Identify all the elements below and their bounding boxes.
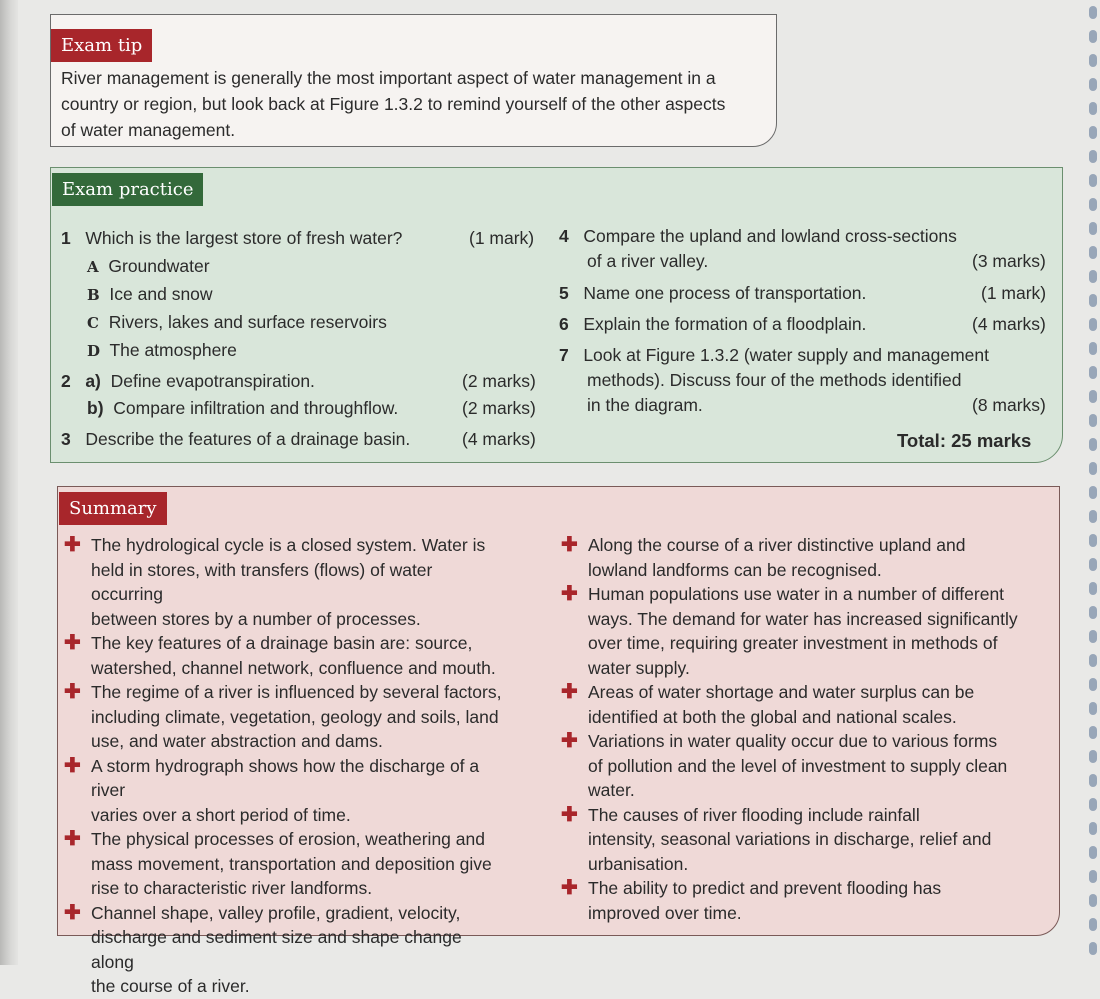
question-5-marks: (1 mark) [981, 283, 1047, 303]
binding-ring [1089, 30, 1097, 43]
plus-bullet-icon: ✚ [64, 534, 81, 556]
plus-bullet-icon: ✚ [64, 681, 81, 703]
binding-ring [1089, 150, 1097, 163]
binding-ring [1089, 606, 1097, 619]
binding-ring [1089, 438, 1097, 451]
plus-bullet-icon: ✚ [64, 632, 81, 654]
summary-line: Along the course of a river distinctive upland and [588, 535, 966, 555]
binding-ring [1089, 654, 1097, 667]
binding-ring [1089, 366, 1097, 379]
option-c: C Rivers, lakes and surface reservoirs [87, 312, 387, 332]
summary-line: water. [588, 780, 635, 800]
binding-ring [1089, 510, 1097, 523]
summary-line: Human populations use water in a number of different [588, 584, 1005, 604]
summary-line: over time, requiring greater investment in methods of [588, 633, 998, 653]
exam-tip-line: of water management. [61, 120, 236, 140]
plus-bullet-icon: ✚ [64, 901, 81, 924]
summary-line: including climate, vegetation, geology and soils, land [91, 706, 499, 727]
binding-ring [1089, 318, 1097, 331]
summary-line: use, and water abstraction and dams. [91, 731, 383, 751]
summary-line: watershed, channel network, confluence and mouth. [91, 657, 496, 678]
total-marks: Total: 25 marks [897, 430, 1032, 451]
question-5: 5 Name one process of transportation. [559, 283, 867, 303]
summary-line: of pollution and the level of investment to supply clean [588, 755, 1008, 776]
binding-ring [1089, 678, 1097, 691]
binding-ring [1089, 726, 1097, 739]
summary-line: identified at both the global and national scales. [588, 706, 957, 727]
summary-item [58, 631, 508, 680]
question-4-line2: of a river valley. [587, 251, 709, 271]
question-7-marks: (8 marks) [972, 395, 1046, 415]
summary-line: intensity, seasonal variations in discharge, relief and [588, 829, 992, 849]
binding-ring [1089, 486, 1097, 499]
question-3-marks: (4 marks) [462, 429, 536, 449]
binding-ring [1089, 750, 1097, 763]
binding-ring [1089, 798, 1097, 811]
summary-item [555, 680, 1055, 729]
summary-item [58, 827, 508, 901]
summary-line: mass movement, transportation and deposition give [91, 853, 492, 874]
summary-heading: Summary [59, 492, 167, 525]
question-2a-marks: (2 marks) [462, 371, 536, 391]
binding-ring [1089, 846, 1097, 859]
summary-line: The key features of a drainage basin are: source, [91, 633, 473, 653]
summary-left-column [58, 533, 508, 999]
binding-ring [1089, 558, 1097, 571]
summary-line: between stores by a number of processes. [91, 608, 421, 629]
question-4-marks: (3 marks) [972, 251, 1046, 271]
summary-line: improved over time. [588, 902, 742, 923]
question-2b: b) Compare infiltration and throughflow. [87, 398, 399, 418]
binding-ring [1089, 6, 1097, 19]
plus-bullet-icon: ✚ [64, 754, 81, 777]
summary-line: Areas of water shortage and water surplus can be [588, 682, 975, 702]
plus-bullet-icon: ✚ [561, 730, 578, 752]
summary-line: ways. The demand for water has increased significantly [588, 608, 1018, 629]
plus-bullet-icon: ✚ [561, 877, 578, 899]
binding-ring [1089, 294, 1097, 307]
binding-ring [1089, 582, 1097, 595]
question-1-marks: (1 mark) [469, 228, 535, 248]
exam-tip-line: River management is generally the most important aspect of water management in a [61, 68, 716, 88]
binding-ring [1089, 918, 1097, 931]
binding-ring [1089, 462, 1097, 475]
summary-item [58, 680, 508, 754]
binding-ring [1089, 534, 1097, 547]
question-2a: 2 a) Define evapotranspiration. [61, 371, 315, 391]
binding-ring [1089, 822, 1097, 835]
summary-item [555, 876, 1055, 925]
option-d: D The atmosphere [87, 340, 237, 360]
spiral-binding [1086, 0, 1100, 971]
summary-line: A storm hydrograph shows how the discharge of a river [91, 755, 480, 800]
summary-line: The physical processes of erosion, weathering and [91, 829, 485, 849]
summary-line: varies over a short period of time. [91, 804, 351, 825]
binding-ring [1089, 894, 1097, 907]
exam-tip-box [50, 14, 777, 147]
summary-item [555, 729, 1055, 803]
question-3: 3 Describe the features of a drainage basin. [61, 429, 411, 449]
summary-box [57, 486, 1060, 996]
question-7: 7 Look at Figure 1.3.2 (water supply and management [559, 345, 989, 365]
summary-right-column [555, 533, 1055, 925]
page-edge [0, 0, 18, 965]
binding-ring [1089, 342, 1097, 355]
binding-ring [1089, 774, 1097, 787]
plus-bullet-icon: ✚ [561, 803, 578, 826]
binding-ring [1089, 270, 1097, 283]
question-7-line2: methods). Discuss four of the methods identified [587, 370, 962, 390]
binding-ring [1089, 126, 1097, 139]
exam-tip-text [61, 65, 761, 143]
summary-line: lowland landforms can be recognised. [588, 559, 882, 580]
summary-line: Channel shape, valley profile, gradient, velocity, [91, 902, 461, 923]
summary-item [555, 533, 1055, 582]
exam-tip-heading: Exam tip [51, 29, 152, 62]
summary-item [58, 901, 508, 999]
binding-ring [1089, 222, 1097, 235]
plus-bullet-icon: ✚ [561, 534, 578, 556]
summary-line: held in stores, with transfers (flows) of water occurring [91, 559, 433, 604]
option-a: A Groundwater [87, 256, 210, 276]
question-4: 4 Compare the upland and lowland cross-sections [559, 226, 957, 246]
binding-ring [1089, 54, 1097, 67]
summary-item [555, 803, 1055, 877]
question-6: 6 Explain the formation of a floodplain. [559, 314, 867, 334]
summary-item [58, 754, 508, 828]
summary-line: discharge and sediment size and shape change along [91, 927, 462, 972]
summary-line: urbanisation. [588, 853, 689, 874]
summary-line: The hydrological cycle is a closed system. Water is [91, 535, 486, 555]
summary-line: The ability to predict and prevent flooding has [588, 878, 942, 898]
plus-bullet-icon: ✚ [64, 828, 81, 850]
plus-bullet-icon: ✚ [561, 583, 578, 605]
binding-ring [1089, 102, 1097, 115]
summary-line: water supply. [588, 657, 690, 678]
summary-item [555, 582, 1055, 680]
exam-practice-heading: Exam practice [52, 173, 203, 206]
binding-ring [1089, 246, 1097, 259]
binding-ring [1089, 78, 1097, 91]
option-b: B Ice and snow [87, 284, 213, 304]
summary-line: Variations in water quality occur due to various forms [588, 731, 998, 751]
binding-ring [1089, 870, 1097, 883]
binding-ring [1089, 198, 1097, 211]
summary-line: The regime of a river is influenced by several factors, [91, 682, 502, 702]
question-7-line3: in the diagram. [587, 395, 703, 415]
binding-ring [1089, 390, 1097, 403]
plus-bullet-icon: ✚ [561, 681, 578, 703]
binding-ring [1089, 630, 1097, 643]
binding-ring [1089, 414, 1097, 427]
summary-line: rise to characteristic river landforms. [91, 878, 373, 898]
summary-item [58, 533, 508, 631]
exam-tip-line: country or region, but look back at Figure 1.3.2 to remind yourself of the other aspects [61, 94, 726, 114]
binding-ring [1089, 942, 1097, 955]
summary-line: the course of a river. [91, 976, 250, 996]
exam-practice-box [50, 167, 1063, 463]
question-1: 1 Which is the largest store of fresh water? [61, 228, 403, 248]
binding-ring [1089, 174, 1097, 187]
binding-ring [1089, 702, 1097, 715]
question-2b-marks: (2 marks) [462, 398, 536, 418]
summary-line: The causes of river flooding include rainfall [588, 804, 920, 825]
question-6-marks: (4 marks) [972, 314, 1046, 334]
